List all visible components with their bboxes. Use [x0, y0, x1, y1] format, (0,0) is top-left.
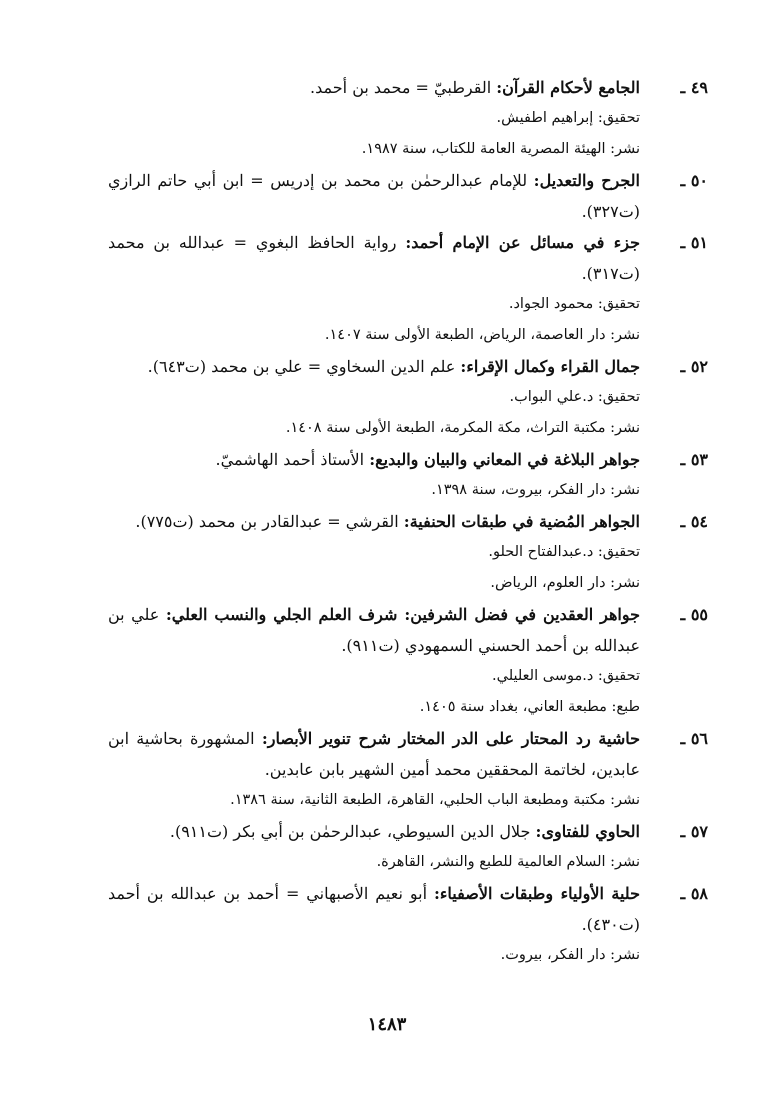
entry-title: الحاوي للفتاوى: [535, 822, 640, 841]
entry-detail: نشر: مكتبة ومطبعة الباب الحلبي، القاهرة، الطبعة الثانية، سنة ١٣٨٦. [230, 792, 640, 808]
bibliography-entry [108, 351, 708, 444]
bibliography-entry [108, 816, 708, 878]
entry-title: الجواهر المُضية في طبقات الحنفية: [403, 512, 640, 531]
entry-number: ٥٣ ـ [680, 450, 708, 469]
bibliography-entry [108, 165, 708, 227]
entry-detail: تحقيق: د.عبدالفتاح الحلو. [488, 544, 640, 560]
entry-author: أبو نعيم الأصبهاني = أحمد بن عبدالله بن أحمد (ت٤٣٠). [108, 884, 640, 934]
entry-number: ٥٤ ـ [680, 512, 708, 531]
entry-title: الجامع لأحكام القرآن: [496, 78, 640, 97]
entry-heading [108, 599, 708, 661]
entry-author: القرطبيّ = محمد بن أحمد. [310, 78, 497, 97]
entry-author: القرشي = عبدالقادر بن محمد (ت٧٧٥). [135, 512, 404, 531]
entry-detail: نشر: مكتبة التراث، مكة المكرمة، الطبعة الأولى سنة ١٤٠٨. [285, 420, 640, 436]
entry-detail: نشر: دار الفكر، بيروت. [500, 947, 640, 963]
entry-detail: تحقيق: د.علي البواب. [509, 389, 640, 405]
entry-number: ٥٥ ـ [680, 605, 708, 624]
bibliography-entry [108, 723, 708, 816]
entry-author: جلال الدين السيوطي، عبدالرحمٰن بن أبي بكر (ت٩١١). [169, 822, 536, 841]
entry-detail: نشر: دار العاصمة، الرياض، الطبعة الأولى سنة ١٤٠٧. [324, 327, 640, 343]
entry-heading [108, 444, 708, 475]
entry-title: جواهر العقدين في فضل الشرفين: شرف العلم الجلي والنسب العلي: [165, 605, 641, 624]
entry-heading [108, 351, 708, 382]
entry-number: ٤٩ ـ [680, 78, 708, 97]
entry-title: جزء في مسائل عن الإمام أحمد: [405, 233, 640, 252]
entry-detail: نشر: السلام العالمية للطبع والنشر، القاهرة. [376, 854, 640, 870]
entry-author: علي بن عبدالله بن أحمد الحسني السمهودي (ت٩١١). [108, 605, 640, 655]
entry-heading [108, 72, 708, 103]
entry-title: جمال القراء وكمال الإقراء: [460, 357, 640, 376]
entry-number: ٥٧ ـ [680, 822, 708, 841]
entry-heading [108, 878, 708, 940]
bibliography-entry [108, 227, 708, 351]
page-number: ١٤٨٣ [367, 1014, 407, 1035]
bibliography-entry [108, 599, 708, 723]
entry-number: ٥١ ـ [680, 233, 708, 252]
entry-detail: نشر: الهيئة المصرية العامة للكتاب، سنة ١٩٨٧. [361, 141, 640, 157]
bibliography-list [108, 72, 708, 971]
entry-title: حلية الأولياء وطبقات الأصفياء: [434, 884, 640, 903]
entry-author: الأستاذ أحمد الهاشميّ. [215, 450, 370, 469]
entry-number: ٥٨ ـ [680, 884, 708, 903]
entry-detail: نشر: دار الفكر، بيروت، سنة ١٣٩٨. [431, 482, 640, 498]
bibliography-entry [108, 878, 708, 971]
entry-detail: تحقيق: إبراهيم اطفيش. [496, 110, 640, 126]
entry-author: المشهورة بحاشية ابن عابدين، لخاتمة المحققين محمد أمين الشهير بابن عابدين. [108, 729, 640, 779]
entry-heading [108, 816, 708, 847]
entry-title: جواهر البلاغة في المعاني والبيان والبديع: [369, 450, 640, 469]
entry-author: علم الدين السخاوي = علي بن محمد (ت٦٤٣). [147, 357, 461, 376]
entry-author: للإمام عبدالرحمٰن بن محمد بن إدريس = ابن أبي حاتم الرازي (ت٣٢٧). [108, 171, 640, 221]
entry-number: ٥٦ ـ [680, 729, 708, 748]
entry-detail: طبع: مطبعة العاني، بغداد سنة ١٤٠٥. [419, 699, 640, 715]
entry-number: ٥٢ ـ [680, 357, 708, 376]
bibliography-entry [108, 506, 708, 599]
bibliography-entry [108, 444, 708, 506]
entry-author: رواية الحافظ البغوي = عبدالله بن محمد (ت٣١٧). [108, 233, 640, 283]
entry-detail: تحقيق: د.موسى العليلي. [492, 668, 640, 684]
entry-heading [108, 723, 708, 785]
entry-title: حاشية رد المحتار على الدر المختار شرح تنوير الأبصار: [261, 729, 640, 748]
entry-title: الجرح والتعديل: [533, 171, 640, 190]
bibliography-entry [108, 72, 708, 165]
entry-detail: تحقيق: محمود الجواد. [508, 296, 640, 312]
entry-heading [108, 227, 708, 289]
entry-detail: نشر: دار العلوم، الرياض. [490, 575, 640, 591]
entry-number: ٥٠ ـ [680, 171, 708, 190]
entry-heading [108, 506, 708, 537]
entry-heading [108, 165, 708, 227]
